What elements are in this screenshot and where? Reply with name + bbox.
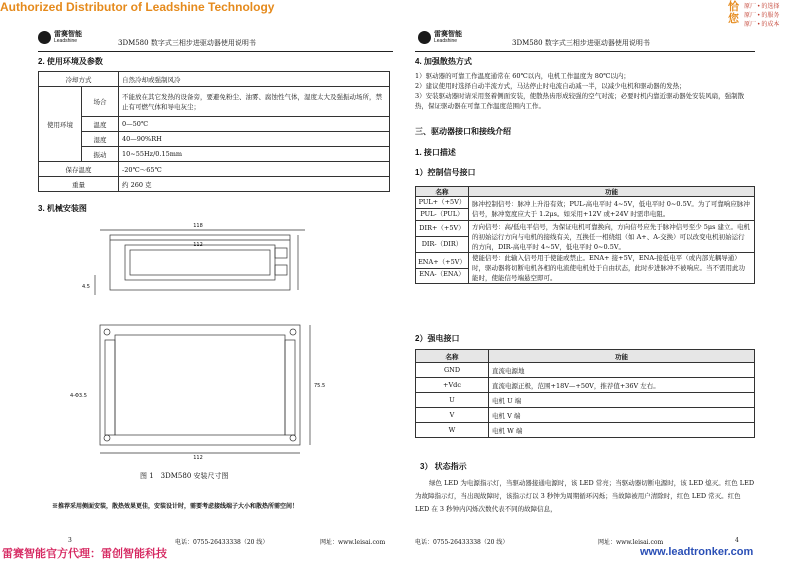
label-75-5: 75.5 (314, 383, 326, 389)
heatsink-right (285, 340, 295, 435)
environment-table (38, 71, 390, 192)
control-signal-table (415, 186, 755, 284)
table-row (416, 408, 755, 423)
logo-cn: 雷赛智能 (434, 31, 462, 38)
table-row (416, 378, 755, 393)
terminal-inner (130, 250, 270, 275)
label-118: 118 (193, 223, 203, 229)
section-4-heading: 4. 加强散热方式 (415, 57, 472, 66)
cell-key: 温度 (82, 117, 119, 132)
cell-value: 40—90%RH (119, 132, 390, 147)
power-table (415, 349, 755, 438)
table-row (39, 147, 390, 162)
col-function: 功能 (469, 187, 755, 197)
logo-en: Leadshine (434, 38, 458, 44)
cell-group: 使用环境 (39, 87, 82, 162)
page-number-left: 3 (68, 537, 72, 544)
footer-tel-left: 电话：0755-26433338（20 线） (175, 539, 269, 546)
footer-tel-right: 电话：0755-26433338（20 线） (415, 539, 509, 546)
header-rule-right (415, 51, 755, 52)
mount-hole (290, 435, 296, 441)
table-row (416, 363, 755, 378)
cell-function: 使能信号：此输入信号用于使能或禁止。ENA+ 接+5V，ENA-接低电平（或内部光耦导通）时，驱动器将切断电机各相的电流使电机处于自由状态，此时步进脉冲不被响应。当不需用此功能时，使能信号端悬空即可。 (469, 253, 755, 284)
pin-ena-plus: ENA+（+5V） (416, 257, 468, 269)
footer-web-left: 网址：www.leisai.com (320, 539, 386, 546)
mount-hole (104, 329, 110, 335)
cooling-item-2: 2）建议使用时选择自动半流方式，马达停止时电流自动减一半，以减少电机和驱动器的发热； (415, 82, 686, 90)
cell-key: 冷却方式 (39, 72, 119, 87)
cell-key: 湿度 (82, 132, 119, 147)
label-112: 112 (193, 242, 203, 248)
col-function: 功能 (489, 350, 755, 363)
mount-hole (104, 435, 110, 441)
table-row (416, 393, 755, 408)
logo-en: Leadshine (54, 38, 78, 44)
table-row (416, 253, 755, 284)
control-signal-heading: 1）控制信号接口 (415, 168, 476, 177)
cell-key: 振动 (82, 147, 119, 162)
cell-name: +Vdc (416, 378, 489, 393)
cooling-list (415, 71, 755, 111)
table-header (416, 187, 755, 197)
cell-name (416, 221, 469, 253)
section-2-heading: 2. 使用环境及参数 (38, 57, 103, 66)
page-number-right: 4 (735, 537, 739, 544)
mount-tab-upper (275, 248, 287, 258)
cell-function: 直流电源正极，范围+18V—+50V，推荐值+36V 左右。 (489, 378, 755, 393)
section-III-heading: 三、驱动器接口和接线介绍 (415, 127, 511, 136)
table-row (416, 197, 755, 221)
footer-web-right: 网址：www.leisai.com (598, 539, 664, 546)
cell-function: 脉冲控制信号：脉冲上升沿有效；PUL-高电平时 4~5V，低电平时 0~0.5V。为了可靠响应脉冲信号，脉冲宽度应大于 1.2μs。如采用+12V 或+24V 时需串电阻。 (469, 197, 755, 221)
logo-icon (38, 31, 51, 44)
power-interface-heading: 2）强电接口 (415, 334, 460, 343)
cooling-item-3: 3）安装驱动器时请采用竖着侧面安装，使散热齿形成较强的空气对流；必要时机内靠近驱动器处安装风扇，强制散热，保证驱动器在可靠工作温度范围内工作。 (415, 92, 745, 110)
cell-function: 方向信号：高/低电平信号，为保证电机可靠换向，方向信号应先于脉冲信号至少 5μs 建立。电机的初始运行方向与电机的接线有关，互换任一相绕组（如 A+、A-交换）可以改变电机初始运行的方向，DIR-高电平时 4~5V，低电平时 0~0.5V。 (469, 221, 755, 253)
figure-caption: 图 1 3DM580 安装尺寸图 (140, 472, 229, 480)
pin-ena-minus: ENA-（ENA） (419, 269, 465, 278)
pin-dir-plus: DIR+（+5V） (416, 221, 468, 237)
front-view-inner (115, 335, 285, 435)
section-3-heading: 3. 机械安装图 (38, 204, 87, 213)
status-paragraph: 绿色 LED 为电源指示灯，当驱动器接通电源时，该 LED 常亮；当驱动器切断电源时，该 LED 熄灭。红色 LED 为故障指示灯，当出现故障时，该指示灯以 3 秒钟为周期循环闪烁；当故障被用户清除时，红色 LED 常灭。红色 LED 在 3 秒钟内闪烁次数代表不同的故障信息， (415, 479, 755, 513)
cell-key: 保存温度 (39, 162, 119, 177)
table-row (416, 423, 755, 438)
pin-dir-minus: DIR-（DIR） (421, 240, 463, 248)
col-name: 名称 (416, 350, 489, 363)
table-row (39, 117, 390, 132)
cell-name: V (416, 408, 489, 423)
mechanical-drawing (70, 215, 330, 460)
table-row (39, 177, 390, 192)
heatsink-left (105, 340, 115, 435)
table-header (416, 350, 755, 363)
table-row (416, 221, 755, 253)
table-row (39, 132, 390, 147)
pin-pul-plus: PUL+（+5V） (416, 197, 468, 209)
badge-line-1: 原厂 • 的选择 (744, 4, 780, 10)
table-row (39, 72, 390, 87)
cell-value: 不能放在其它发热的设备旁，要避免粉尘、油雾、腐蚀性气体，湿度太大及强振动场所，禁止有可燃气体和导电灰尘； (119, 87, 390, 117)
cell-function: 直流电源地 (489, 363, 755, 378)
cell-function: 电机 W 端 (489, 423, 755, 438)
doc-title-left: 3DM580 数字式三相步进驱动器使用说明书 (118, 39, 256, 47)
cell-key: 场合 (82, 87, 119, 117)
cell-value: 自然冷却或强制风冷 (119, 72, 390, 87)
logo-icon (418, 31, 431, 44)
cell-name (416, 253, 469, 284)
cell-value: -20℃～65℃ (119, 162, 390, 177)
top-banner: Authorized Distributor of Leadshine Technology (0, 0, 275, 14)
cell-value: 0—50℃ (119, 117, 390, 132)
interface-heading: 1. 接口描述 (415, 148, 456, 157)
badge-line-3: 原厂 • 的成本 (744, 22, 780, 28)
cell-function: 电机 U 端 (489, 393, 755, 408)
badge-line-2: 原厂 • 的服务 (744, 13, 780, 19)
cell-name: U (416, 393, 489, 408)
table-row (39, 162, 390, 177)
cell-value: 10~55Hz/0.15mm (119, 147, 390, 162)
col-name: 名称 (416, 187, 469, 197)
label-112-bottom: 112 (193, 455, 203, 460)
table-row (39, 87, 390, 117)
seal-glyph: 恰 您 (728, 0, 739, 25)
cell-value: 约 260 克 (119, 177, 390, 192)
label-4-5: 4.5 (82, 284, 90, 290)
cell-name: GND (416, 363, 489, 378)
mount-hole (290, 329, 296, 335)
cell-function: 电机 V 端 (489, 408, 755, 423)
cell-name (416, 197, 469, 221)
front-view-body (100, 325, 300, 445)
doc-title-right: 3DM580 数字式三相步进驱动器使用说明书 (512, 39, 650, 47)
label-hole: 4-Φ3.5 (70, 393, 87, 399)
cell-name: W (416, 423, 489, 438)
cell-key: 重量 (39, 177, 119, 192)
mount-tab-lower (275, 265, 287, 275)
pin-pul-minus: PUL-（PUL） (420, 210, 464, 218)
header-rule-left (38, 51, 393, 52)
install-note: ※推荐采用侧面安装，散热效果更佳，安装设计时，需要考虑接线端子大小和散热所需空间！ (52, 503, 299, 510)
status-indicator-heading: 3） 状态指示 (420, 462, 467, 471)
distributor-url[interactable]: www.leadtronker.com (640, 546, 754, 558)
logo-cn: 雷赛智能 (54, 31, 82, 38)
cooling-item-1: 1）驱动器的可靠工作温度通常在 60℃以内，电机工作温度为 80℃以内； (415, 72, 630, 80)
official-agent-text: 雷赛智能官方代理：雷创智能科技 (2, 548, 167, 560)
corner-badge (728, 1, 792, 35)
